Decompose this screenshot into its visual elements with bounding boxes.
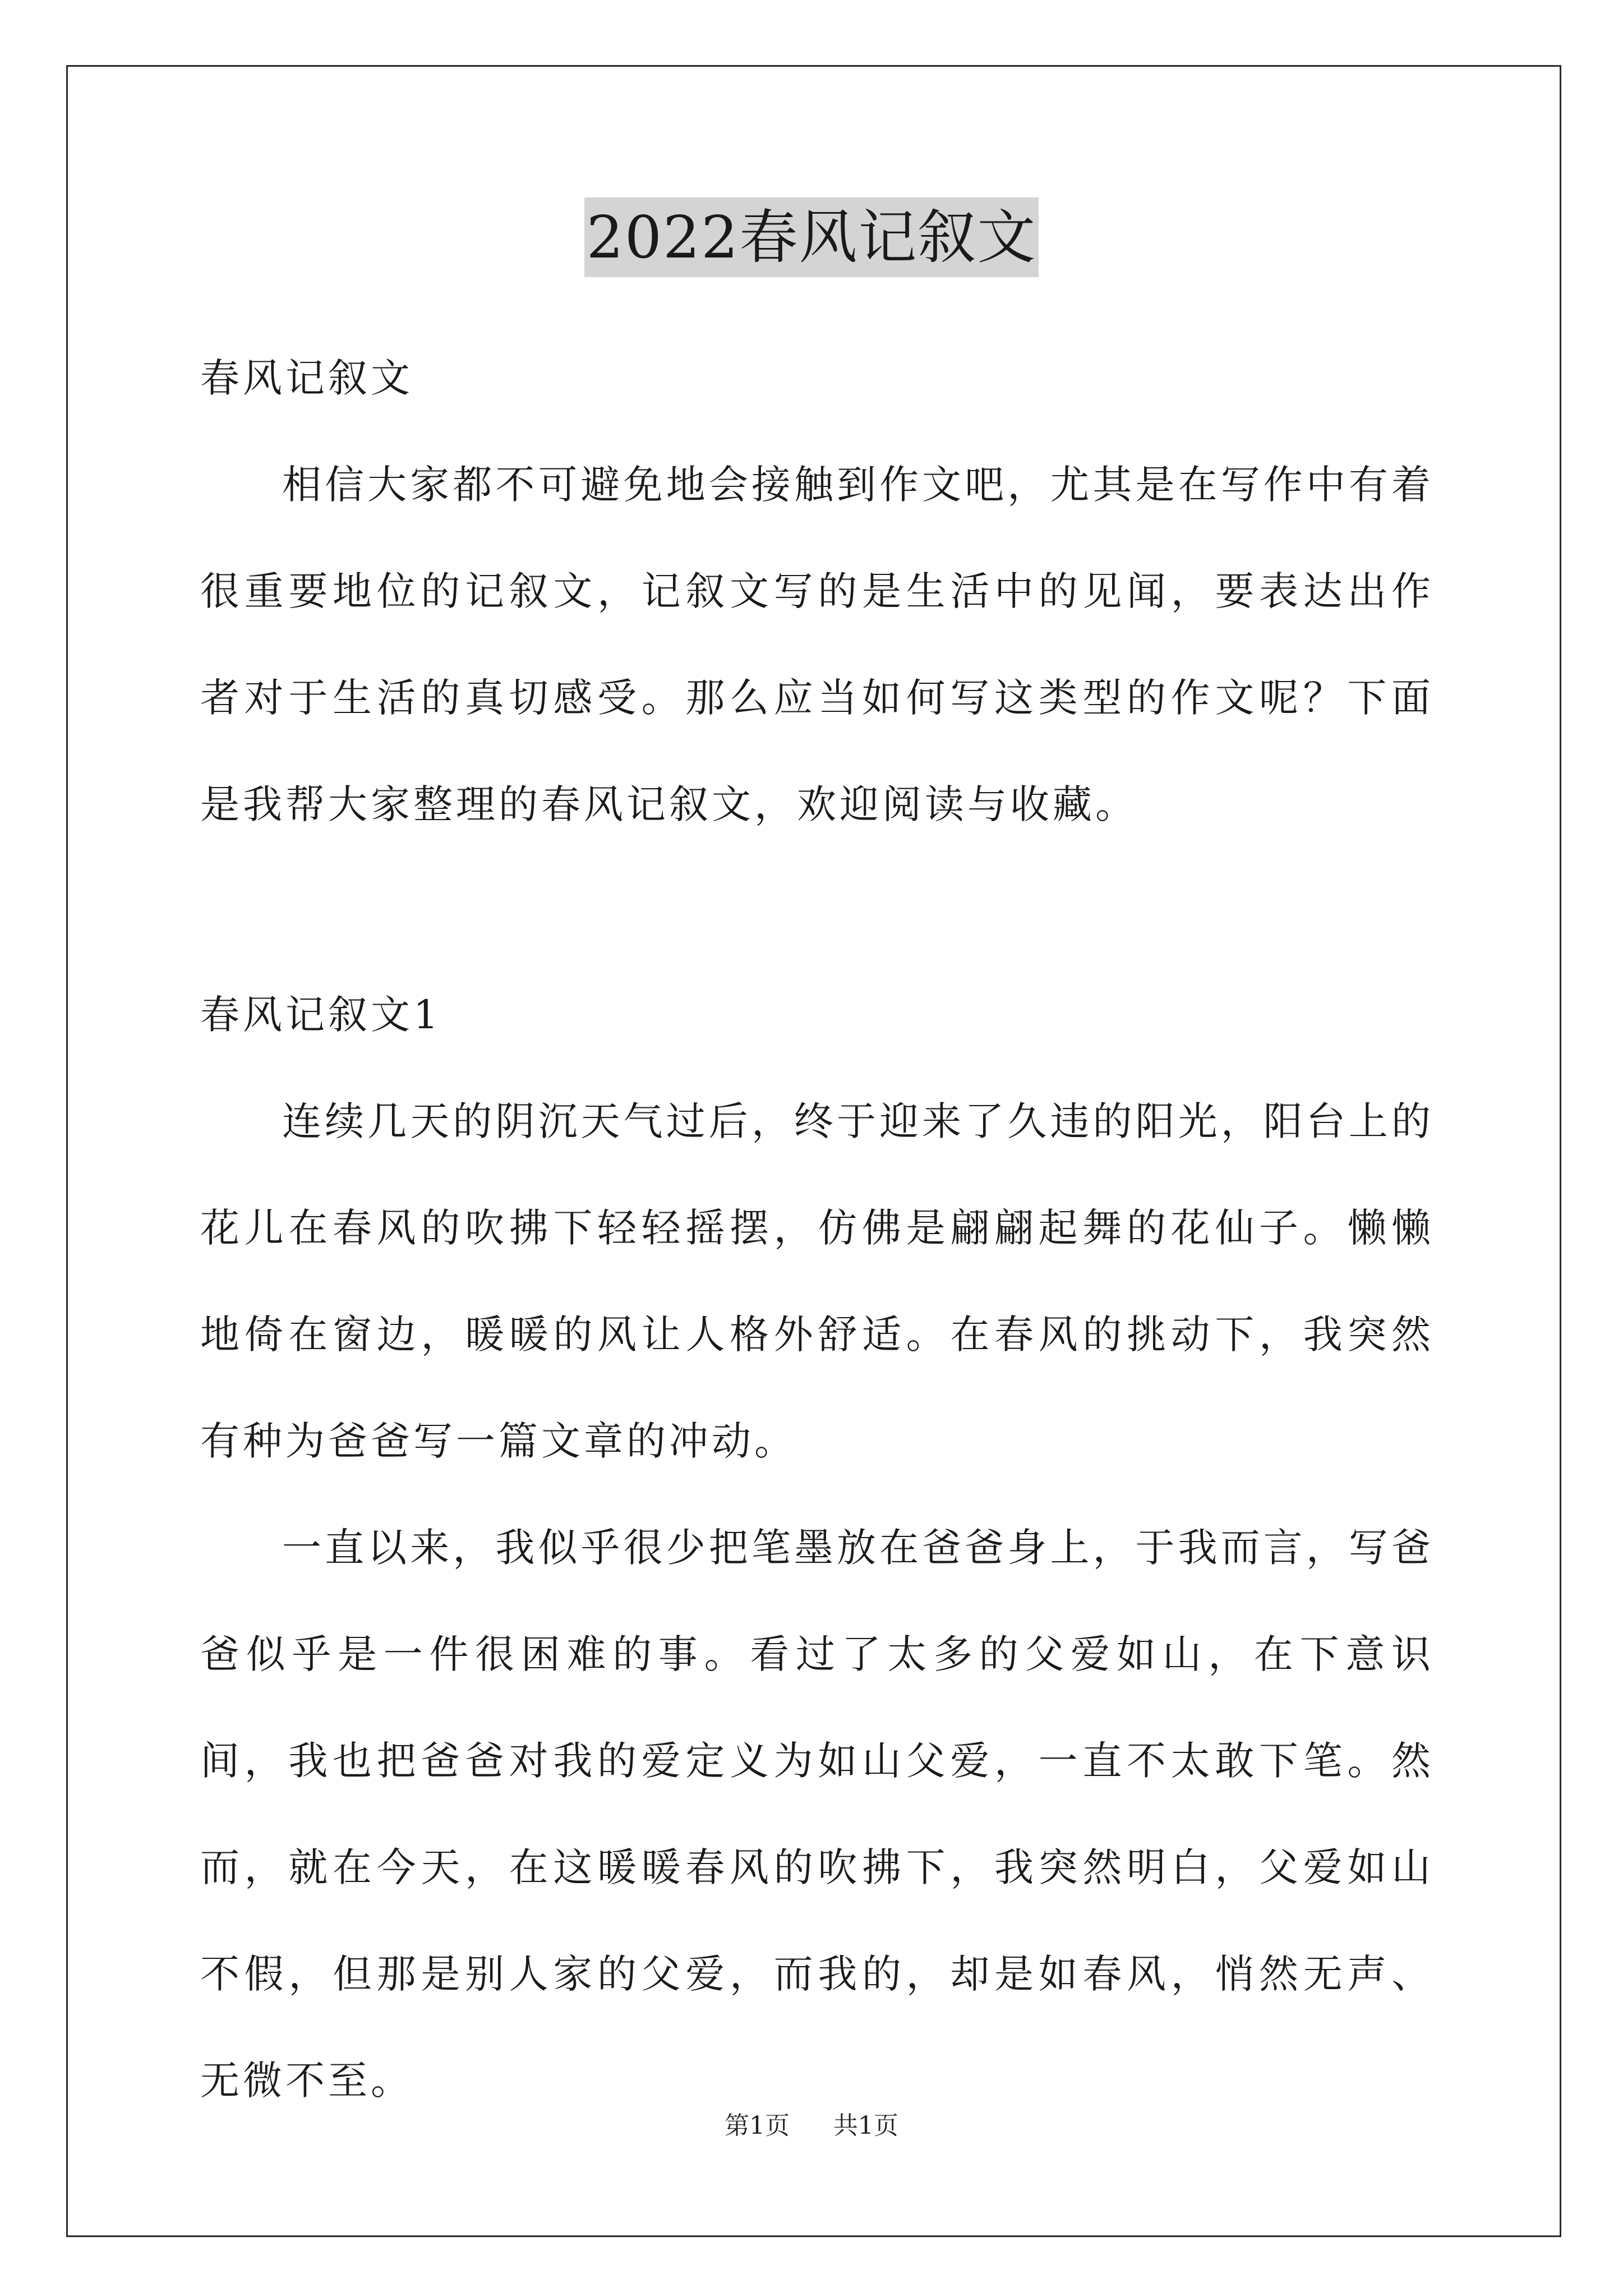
section-heading: 春风记叙文1 bbox=[200, 992, 442, 1038]
body-paragraph: 连续几天的阴沉天气过后，终于迎来了久违的阳光，阳台上的花儿在春风的吹拂下轻轻摇摆，仿佛是翩翩起舞的花仙子。懒懒地倚在窗边，暖暖的风让人格外舒适。在春风的挑动下，我突然有种为爸爸写一篇文章的冲动。 bbox=[200, 1098, 1434, 1464]
title-container bbox=[0, 197, 1623, 277]
page-footer bbox=[0, 2109, 1623, 2143]
intro-block bbox=[200, 325, 1434, 858]
intro-paragraph: 相信大家都不可避免地会接触到作文吧，尤其是在写作中有着很重要地位的记叙文，记叙文写的是生活中的见闻，要表达出作者对于生活的真切感受。那么应当如何写这类型的作文呢？下面是我帮大家整理的春风记叙文，欢迎阅读与收藏。 bbox=[200, 462, 1434, 827]
document-title: 2022春风记叙文 bbox=[584, 197, 1039, 277]
page-number-total: 共1页 bbox=[833, 2111, 898, 2140]
page-number-current: 第1页 bbox=[725, 2111, 790, 2140]
document-subtitle: 春风记叙文 bbox=[200, 355, 413, 401]
body-paragraph: 一直以来，我似乎很少把笔墨放在爸爸身上，于我而言，写爸爸似乎是一件很困难的事。看过了太多的父爱如山，在下意识间，我也把爸爸对我的爱定义为如山父爱，一直不太敢下笔。然而，就在今天，在这暖暖春风的吹拂下，我突然明白，父爱如山不假，但那是别人家的父爱，而我的，却是如春风，悄然无声、无微不至。 bbox=[200, 1525, 1434, 2104]
section-block bbox=[200, 961, 1434, 2134]
